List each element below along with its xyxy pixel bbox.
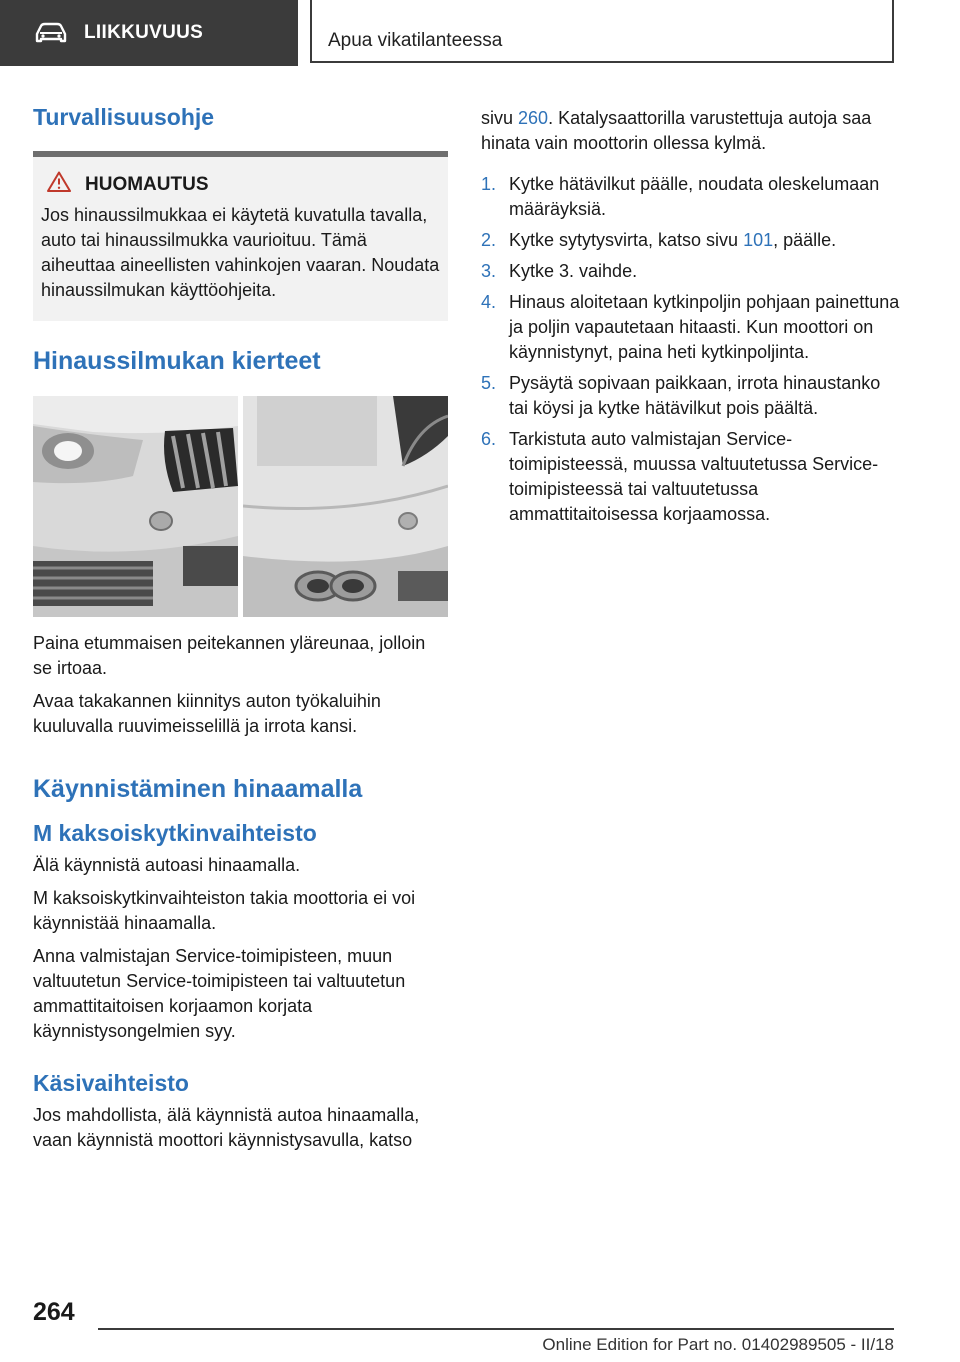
manual-para-1: Jos mahdollista, älä käynnistä autoa hinaamalla, vaan käynnistä moottori käynnistysavulla, katso — [33, 1105, 420, 1150]
list-item: 1. Kytke hätävilkut päälle, noudata oleskelumaan määräyksiä. — [481, 174, 880, 219]
edition-footer: Online Edition for Part no. 01402989505 - II/18 — [542, 1335, 894, 1354]
left-column — [33, 96, 448, 1153]
page-link-101[interactable]: 101 — [743, 230, 774, 250]
list-item: 5. Pysäytä sopivaan paikkaan, irrota hinaustanko tai köysi ja kytke hätävilkut pois päältä. — [481, 373, 881, 418]
start-heading: Käynnistäminen hinaamalla — [33, 775, 363, 803]
header-section-tab — [0, 0, 298, 66]
threads-para-1: Paina etummaisen peitekannen yläreunaa, jolloin se irtoaa. — [33, 633, 426, 678]
section-title: LIIKKUVUUS — [84, 22, 204, 43]
jump-start-intro: sivu 260. Katalysaattorilla varustettuja autoja saa hinata vain moottorin ollessa kylmä. — [481, 108, 872, 153]
manual-heading: Käsivaihteisto — [33, 1070, 189, 1096]
notice-box — [33, 151, 448, 321]
footer-divider — [98, 1328, 894, 1330]
chapter-title: Apua vikatilanteessa — [328, 30, 503, 51]
header-chapter — [310, 0, 894, 63]
warning-triangle-icon — [41, 171, 85, 198]
dct-para-2: M kaksoiskytkinvaihteiston takia moottoria ei voi käynnistää hinaamalla. — [33, 888, 416, 933]
right-column — [481, 96, 901, 533]
dct-heading: M kaksoiskytkinvaihteisto — [33, 820, 317, 846]
threads-para-2: Avaa takakannen kiinnitys auton työkaluihin kuuluvalla ruuvimeisselillä ja irrota kansi. — [33, 691, 381, 736]
list-item: 6. Tarkistuta auto valmistajan Service-toimipisteessä, muussa valtuutetussa Service-toimipisteessä tai valtuutetussa ammattitaitoisessa korjaamossa. — [481, 429, 879, 524]
notice-text: Jos hinaussilmukkaa ei käytetä kuvatulla tavalla, auto tai hinaussilmukka vaurioituu. Tämä aiheuttaa aineellisten vahinkojen vaaran. Noudata hinaussilmukan käyttöohjeita. — [41, 205, 440, 300]
safety-heading: Turvallisuusohje — [33, 104, 215, 130]
threads-heading: Hinaussilmukan kierteet — [33, 347, 321, 375]
page-number: 264 — [33, 1298, 75, 1326]
page-link-260[interactable]: 260 — [518, 108, 549, 128]
list-item: 4. Hinaus aloitetaan kytkinpoljin pohjaan painettuna ja poljin vapautetaan hitaasti. Kun moottori on käynnistynyt, paina heti kytkinpoljinta. — [481, 292, 900, 362]
steps-list — [481, 172, 901, 527]
list-item: 3. Kytke 3. vaihde. — [481, 261, 638, 281]
car-icon — [34, 22, 68, 44]
dct-para-1: Älä käynnistä autoasi hinaamalla. — [33, 855, 301, 875]
tow-eye-cover-illustration — [33, 396, 448, 617]
front-bumper-image — [33, 396, 238, 617]
notice-title: HUOMAUTUS — [85, 173, 209, 195]
rear-bumper-image — [243, 396, 448, 617]
list-item: 2. Kytke sytytysvirta, katso sivu 101, päälle. — [481, 230, 837, 250]
dct-para-3: Anna valmistajan Service-toimipisteen, muun valtuutetun Service-toimipisteen tai valtuutetun ammattitaitoisen korjaamon korjata käynnistysongelmien syy. — [33, 946, 406, 1041]
